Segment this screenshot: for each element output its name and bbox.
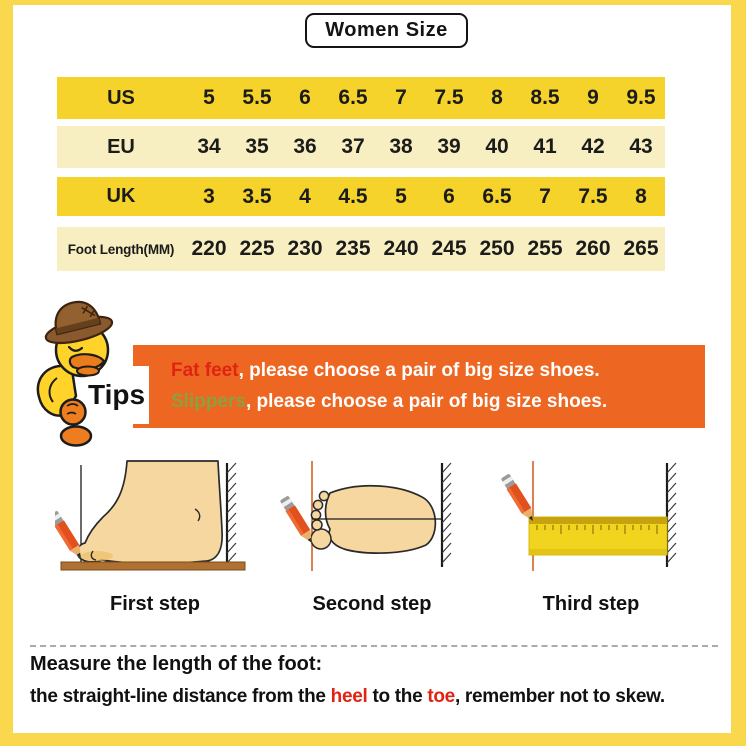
table-row-uk: [57, 177, 665, 216]
pencil-icon: [500, 473, 537, 524]
tips-text: , please choose a pair of big size shoes.: [245, 391, 608, 412]
page-title: [305, 13, 468, 48]
cell: 39: [437, 135, 461, 158]
note-text: , remember not to skew.: [454, 686, 665, 707]
step-label: First step: [109, 593, 201, 615]
cell: 9: [587, 86, 599, 109]
wall-hatch: [667, 463, 676, 567]
footprint-illustration: [272, 455, 472, 583]
step-second: [272, 455, 472, 616]
cell: 220: [191, 237, 227, 260]
cell: 3: [203, 184, 215, 208]
cell: 7.5: [578, 184, 608, 208]
page-title-text: Women Size: [325, 19, 448, 41]
cell: 8.5: [530, 86, 560, 109]
cell: 6: [443, 184, 455, 208]
cell: 230: [287, 237, 323, 260]
cell: 225: [239, 237, 275, 260]
measure-note-heading: Measure the length of the foot:: [30, 653, 323, 675]
note-highlight-heel: heel: [330, 686, 368, 707]
cell: 36: [293, 135, 317, 158]
cell: 7: [395, 86, 407, 109]
cell: 6.5: [338, 86, 368, 109]
table-row-foot-length: [57, 227, 665, 271]
dashed-divider: [30, 645, 718, 647]
foot-outline: [77, 461, 222, 564]
cell: 3.5: [242, 184, 272, 208]
floor-line: [61, 562, 245, 570]
cell: 6: [299, 86, 311, 109]
ruler: [529, 517, 667, 555]
cell: 37: [341, 135, 365, 158]
cell: 4.5: [338, 184, 368, 208]
content-area: [13, 5, 731, 733]
row-label: EU: [107, 135, 135, 158]
wall-hatch: [442, 463, 451, 567]
tips-line-1: [171, 356, 705, 386]
cell: 41: [533, 135, 557, 158]
step-third: [485, 455, 697, 616]
measure-note-line: [30, 686, 665, 708]
step-first: [55, 455, 255, 616]
cell: 265: [623, 237, 659, 260]
cell: 5.5: [242, 86, 272, 109]
cell: 42: [581, 135, 605, 158]
pencil-icon: [279, 495, 316, 546]
table-row-eu: [57, 126, 665, 168]
note-text: the straight-line distance from the: [30, 686, 331, 707]
cell: 8: [635, 184, 647, 208]
cell: 255: [527, 237, 563, 260]
ruler-illustration: [485, 455, 697, 583]
cell: 7.5: [434, 86, 464, 109]
cell: 8: [491, 86, 503, 109]
step-label: Third step: [542, 593, 640, 615]
tips-banner: [133, 345, 705, 428]
cell: 250: [479, 237, 515, 260]
cell: 240: [383, 237, 419, 260]
cell: 34: [197, 135, 221, 158]
wall-hatch: [227, 463, 236, 563]
cell: 6.5: [482, 184, 512, 208]
row-label: Foot Length(MM): [67, 241, 175, 257]
table-row-us: [57, 77, 665, 119]
tips-highlight-fat-feet: Fat feet: [171, 360, 239, 381]
note-highlight-toe: toe: [427, 686, 455, 707]
tips-highlight-slippers: Slippers: [171, 391, 246, 412]
row-label: US: [107, 86, 135, 109]
duck-mascot-icon: [26, 300, 154, 448]
note-text: to the: [367, 686, 428, 707]
tips-label-text: Tips: [87, 379, 146, 410]
cell: 235: [335, 237, 371, 260]
tips-text: , please choose a pair of big size shoes.: [238, 360, 600, 381]
tips-line-2: [171, 387, 705, 417]
cell: 9.5: [626, 86, 656, 109]
cell: 40: [485, 135, 509, 158]
cell: 35: [245, 135, 269, 158]
cell: 7: [539, 184, 551, 208]
cell: 245: [431, 237, 467, 260]
cell: 5: [395, 184, 407, 208]
cell: 4: [299, 184, 311, 208]
step-label: Second step: [312, 593, 432, 615]
row-label: UK: [106, 185, 136, 207]
cell: 43: [629, 135, 653, 158]
cell: 260: [575, 237, 611, 260]
cell: 5: [203, 86, 215, 109]
foot-side-illustration: [55, 455, 255, 583]
cell: 38: [389, 135, 413, 158]
